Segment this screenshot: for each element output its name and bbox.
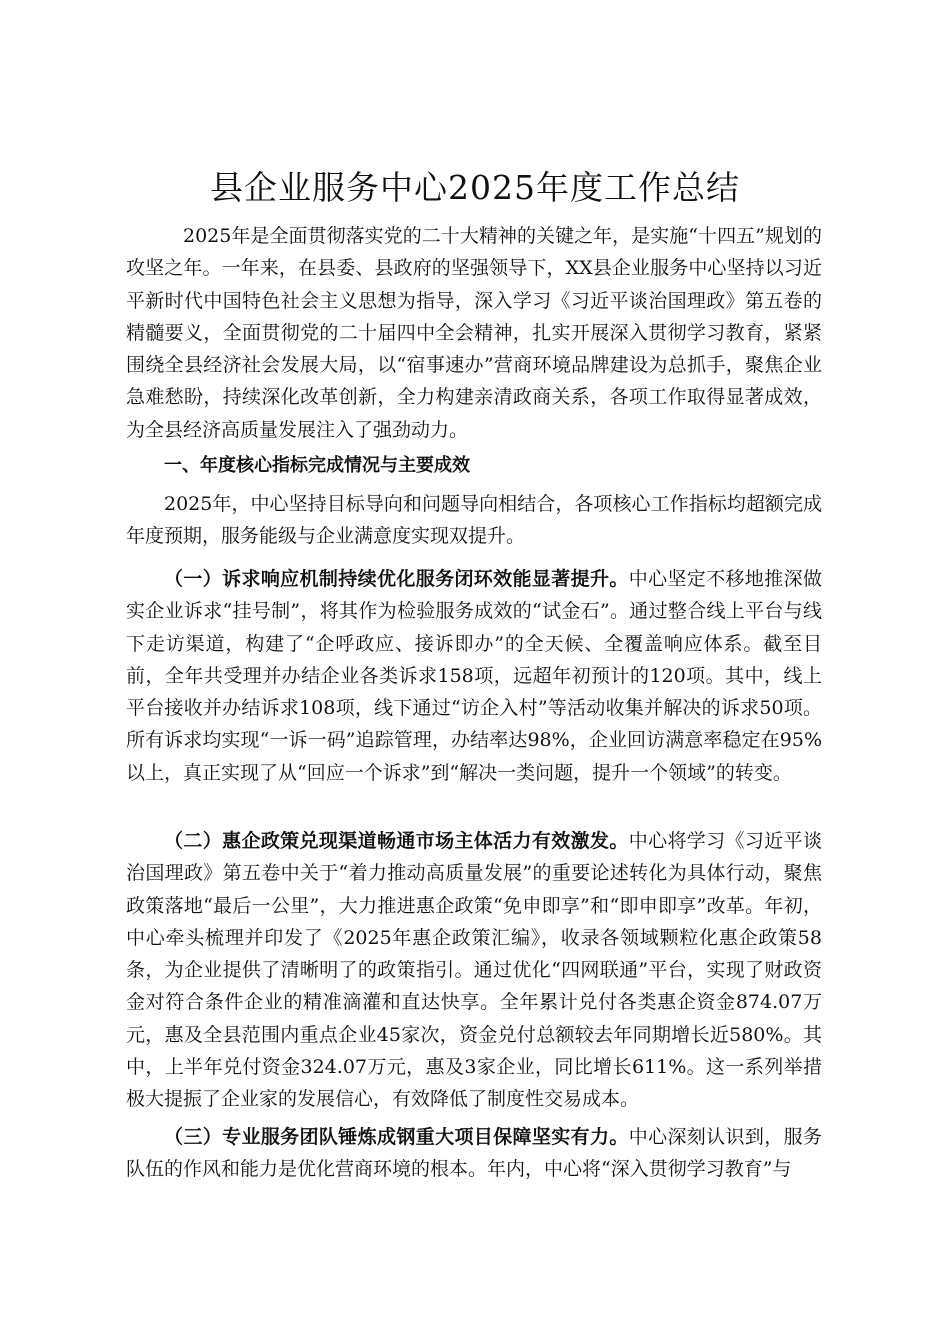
item-paragraph-1 xyxy=(126,563,822,789)
item-paragraph-2 xyxy=(126,825,822,1116)
overview-paragraph: 2025年，中心坚持目标导向和问题导向相结合，各项核心工作指标均超额完成年度预期，服务能级与企业满意度实现双提升。 xyxy=(126,493,822,548)
item-paragraph-3 xyxy=(126,1121,822,1186)
section-heading: 一、年度核心指标完成情况与主要成效 xyxy=(164,455,470,476)
item-text-1: 中心坚定不移地推深做实企业诉求“挂号制”，将其作为检验服务成效的“试金石”。通过整合线上平台与线下走访渠道，构建了“企呼政应、接诉即办”的全天候、全覆盖响应体系。截至目前，全年共受理并办结企业各类诉求158项，远超年初预计的120项。其中，线上平台接收并办结诉求108项，线下通过“访企入村”等活动收集并解决的诉求50项。所有诉求均实现“一诉一码”追踪管理，办结率达98%，企业回访满意率稳定在95%以上，真正实现了从“回应一个诉求”到“解决一类问题，提升一个领域”的转变。 xyxy=(126,568,822,784)
item-heading-3: （三）专业服务团队锤炼成钢重大项目保障坚实有力。 xyxy=(164,1126,629,1148)
item-heading-1: （一）诉求响应机制持续优化服务闭环效能显著提升。 xyxy=(164,568,629,590)
item-heading-2: （二）惠企政策兑现渠道畅通市场主体活力有效激发。 xyxy=(164,830,629,852)
document-title: 县企业服务中心2025年度工作总结 xyxy=(210,168,740,207)
intro-paragraph: 2025年是全面贯彻落实党的二十大精神的关键之年，是实施“十四五”规划的攻坚之年。一年来，在县委、县政府的坚强领导下，XX县企业服务中心坚持以习近平新时代中国特色社会主义思想为指导，深入学习《习近平谈治国理政》第五卷的精髓要义，全面贯彻党的二十届四中全会精神，扎实开展深入贯彻学习教育，紧紧围绕全县经济社会发展大局，以“宿事速办”营商环境品牌建设为总抓手，聚焦企业急难愁盼，持续深化改革创新，全力构建亲清政商关系，各项工作取得显著成效，为全县经济高质量发展注入了强劲动力。 xyxy=(126,225,822,441)
item-text-3: 中心深刻认识到，服务队伍的作风和能力是优化营商环境的根本。年内，中心将“深入贯彻学习教育”与 xyxy=(126,1126,822,1181)
item-text-2: 中心将学习《习近平谈治国理政》第五卷中关于“着力推动高质量发展”的重要论述转化为具体行动，聚焦政策落地“最后一公里”，大力推进惠企政策“免申即享”和“即申即享”改革。年初，中心牵头梳理并印发了《2025年惠企政策汇编》，收录各领域颗粒化惠企政策58条，为企业提供了清晰明了的政策指引。通过优化“四网联通”平台，实现了财政资金对符合条件企业的精准滴灌和直达快享。全年累计兑付各类惠企资金874.07万元，惠及全县范围内重点企业45家次，资金兑付总额较去年同期增长近580%。其中，上半年兑付资金324.07万元，惠及3家企业，同比增长611%。这一系列举措极大提振了企业家的发展信心，有效降低了制度性交易成本。 xyxy=(126,830,822,1111)
